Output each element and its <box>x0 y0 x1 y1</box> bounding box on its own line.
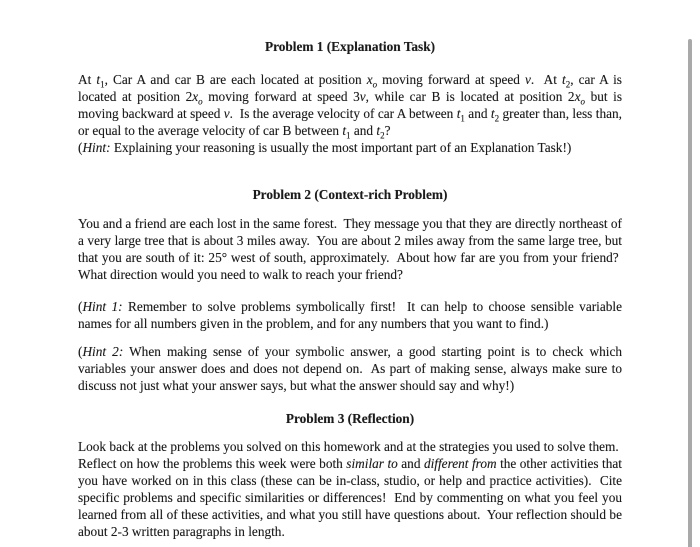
problem-1-hint: (Hint: Explaining your reasoning is usually the most important part of an Explanation Task!) <box>78 140 572 155</box>
scrollbar-thumb[interactable] <box>688 39 692 547</box>
problem-2-heading: Problem 2 (Context-rich Problem) <box>252 187 448 202</box>
problem-2-hint-1: (Hint 1: Remember to solve problems symbolically first! It can help to choose sensible variable names for all numbers given in the problem, and for any numbers that you want to find.) <box>78 299 623 331</box>
document-content <box>78 38 622 540</box>
problem-2-body: You and a friend are each lost in the same forest. They message you that they are directly northeast of a very large tree that is about 3 miles away. You are about 2 miles away from the same large tree, but that you are south of it: 25° west of south, approximately. About how far are you from your friend? What direction would you need to walk to reach your friend? <box>78 216 622 282</box>
problem-2-hint-2: (Hint 2: When making sense of your symbolic answer, a good starting point is to check which variables your answer does and does not depend on. As part of making sense, always make sure to discuss not just what your answer says, but what the answer should say and why!) <box>78 344 622 393</box>
problem-1-heading: Problem 1 (Explanation Task) <box>264 39 436 54</box>
problem-3-body: Look back at the problems you solved on this homework and at the strategies you used to solve them. Reflect on how the problems this week were both similar to and different from the other activities that you have worked on in this class (these can be in-class, studio, or help and practice activities). Cite specific problems and specific similarities or differences! End by commenting on what you feel you learned from all of these activities, and what you still have questions about. Your reflection should be about 2-3 written paragraphs in length. <box>78 439 622 539</box>
problem-3-heading: Problem 3 (Reflection) <box>285 411 415 426</box>
problem-1-body: At $t_1$, Car A and car B are each located at position $x_o$ moving forward at speed v. At $t_2$, car A is located at position $2x_o$ moving forward at speed 3v, while car B is located at position $2x_o$ but is moving backward at speed v. Is the average velocity of car A between $t_1$ and $t_2$ greater than, less than, or equal to the average velocity of car B between $t_1$ and $t_2$? <box>78 72 623 141</box>
